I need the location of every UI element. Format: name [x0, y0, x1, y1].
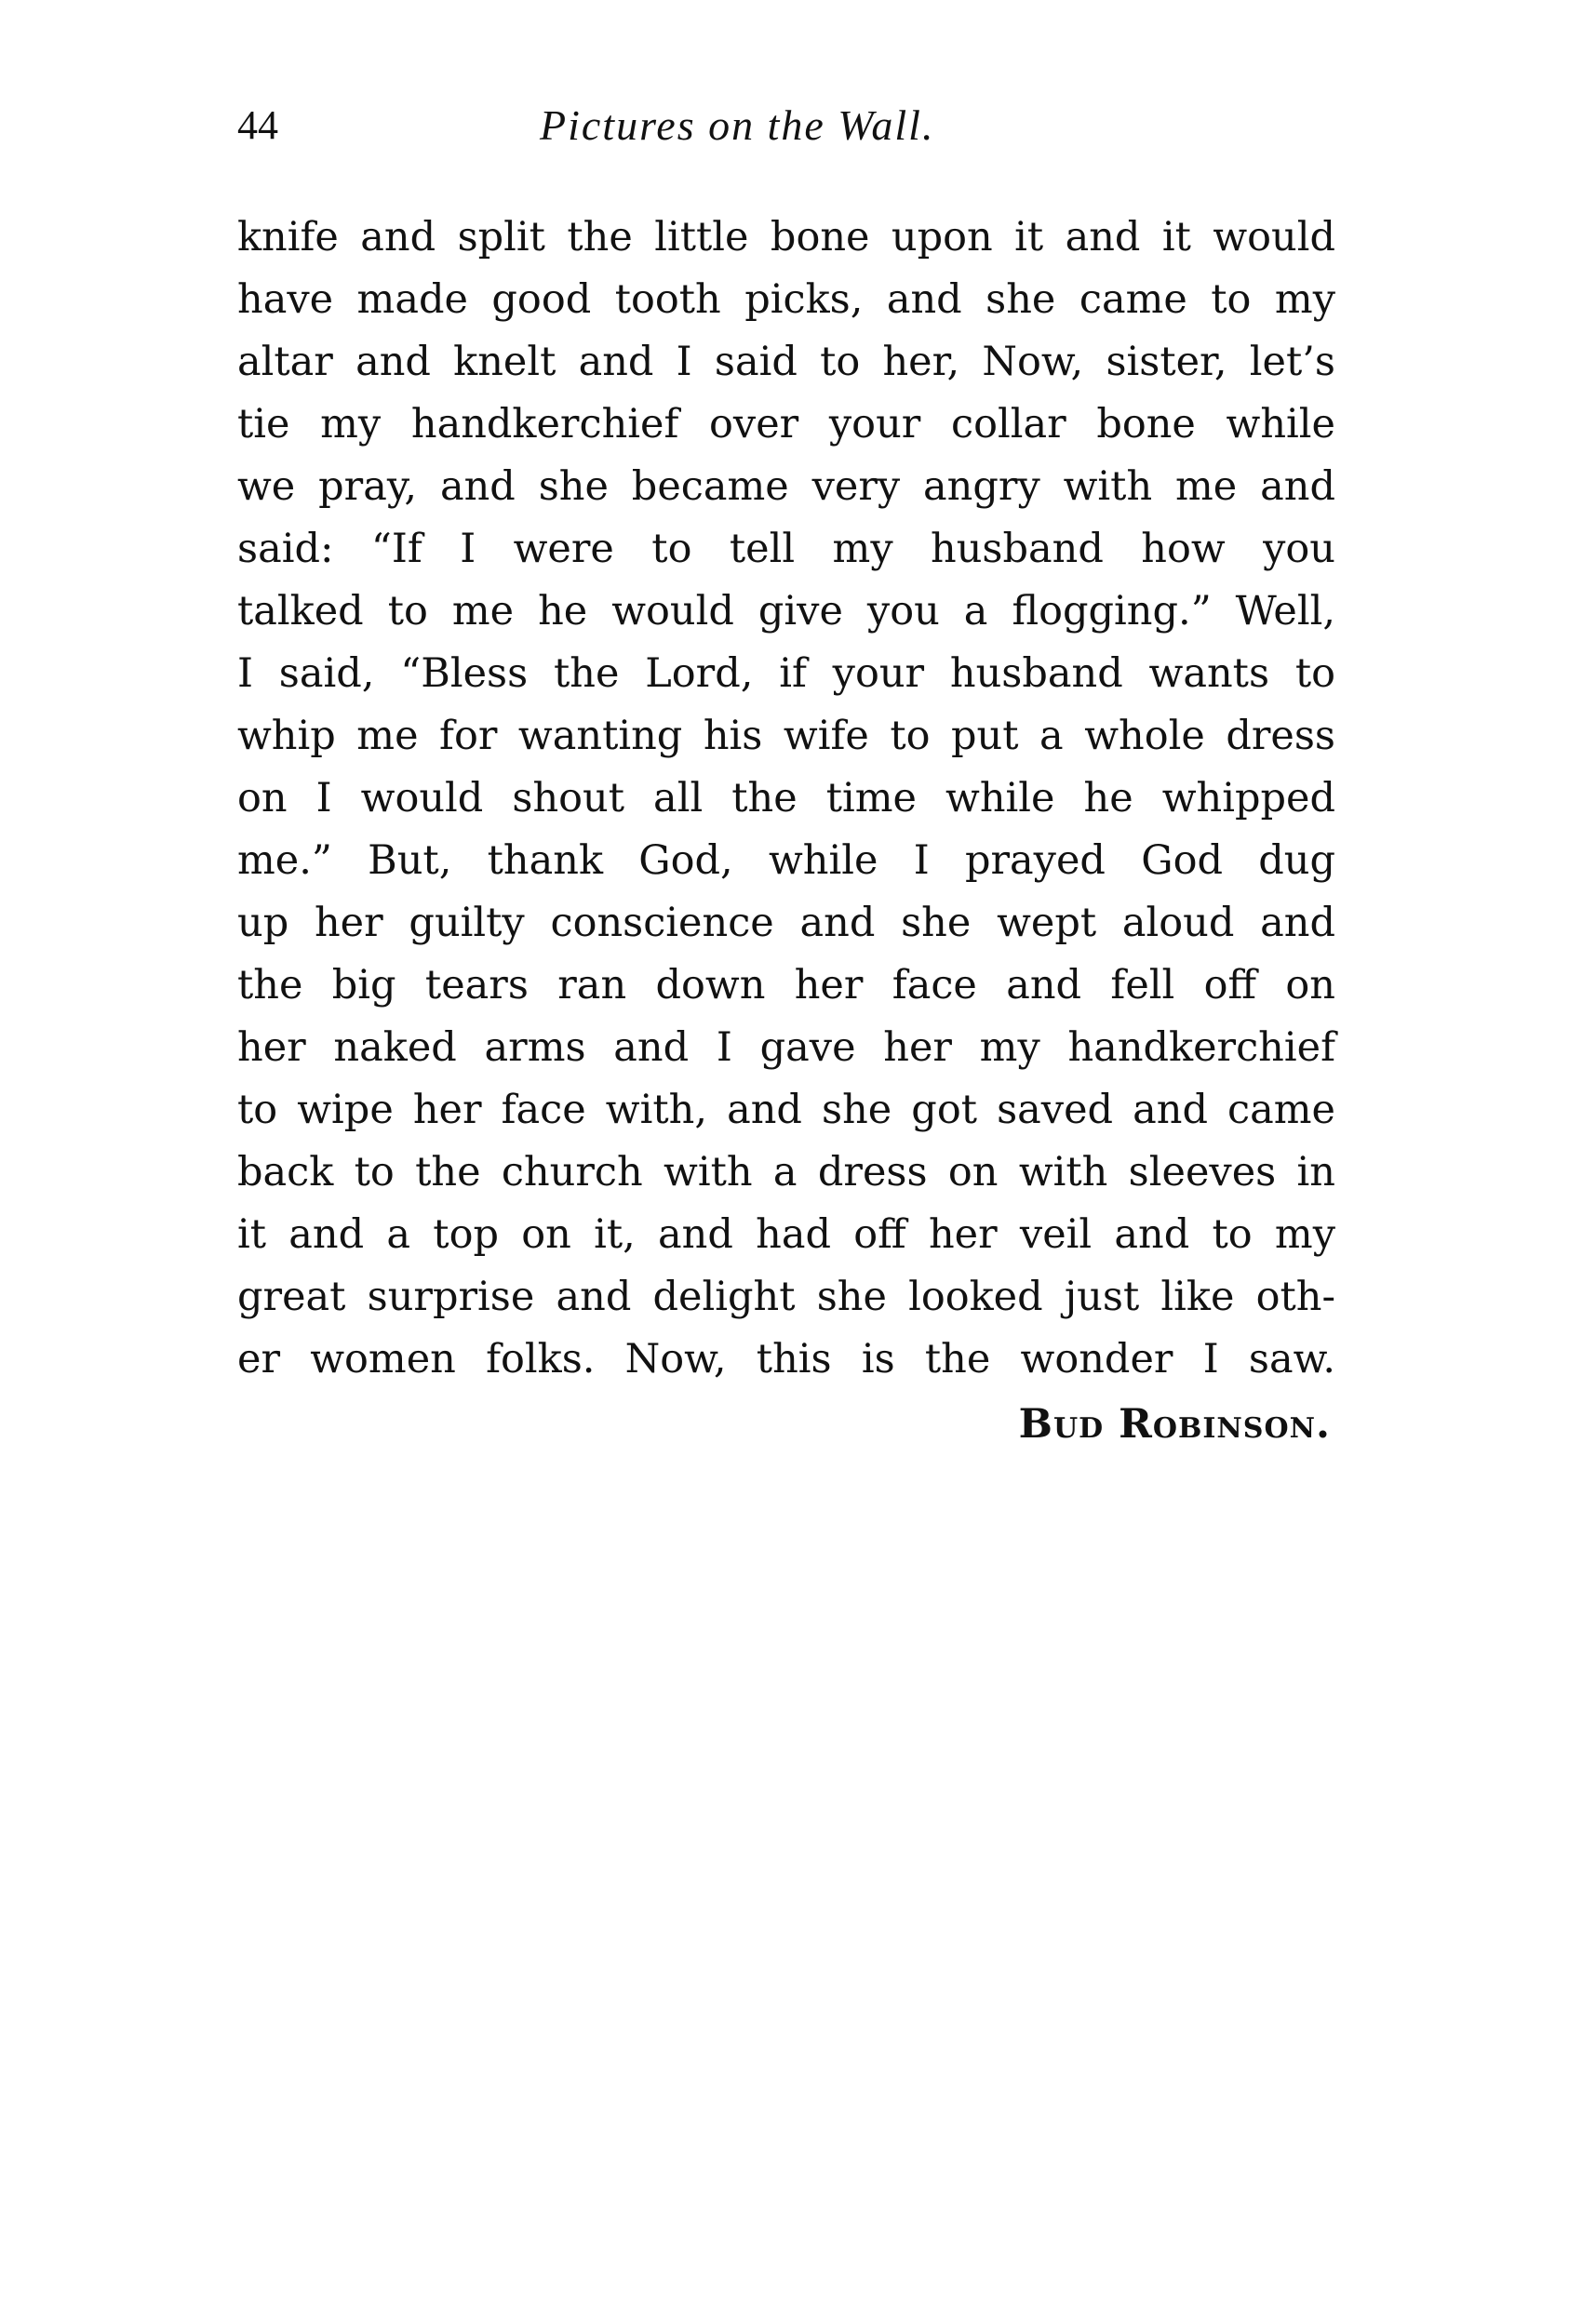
- text-line: the big tears ran down her face and fell off on: [237, 962, 1335, 1008]
- text-line: great surprise and delight she looked just like oth-: [237, 1274, 1335, 1320]
- text-line: I said, “Bless the Lord, if your husband wants to: [237, 650, 1335, 697]
- text-line: altar and knelt and I said to her, Now, sister, let’s: [237, 339, 1335, 385]
- running-title: Pictures on the Wall.: [540, 101, 935, 149]
- text-line: up her guilty conscience and she wept aloud and: [237, 900, 1335, 946]
- text-line: er women folks. Now, this is the wonder I saw.: [237, 1336, 1335, 1382]
- text-line: it and a top on it, and had off her veil and to my: [237, 1211, 1335, 1258]
- page-number: 44: [237, 102, 278, 148]
- text-line: on I would shout all the time while he whipped: [237, 775, 1335, 821]
- body-text: [237, 207, 1335, 1391]
- text-line: tie my handkerchief over your collar bone while: [237, 401, 1335, 447]
- text-line: said: “If I were to tell my husband how you: [237, 526, 1335, 572]
- text-line: talked to me he would give you a flogging.” Well,: [237, 588, 1335, 634]
- text-line: back to the church with a dress on with sleeves in: [237, 1149, 1335, 1195]
- text-line: her naked arms and I gave her my handkerchief: [237, 1024, 1335, 1071]
- text-line: knife and split the little bone upon it and it would: [237, 214, 1335, 260]
- text-line: to wipe her face with, and she got saved and came: [237, 1087, 1335, 1133]
- text-line: we pray, and she became very angry with me and: [237, 463, 1335, 510]
- author-signature: Bud Robinson.: [1018, 1401, 1331, 1448]
- text-line: me.” But, thank God, while I prayed God dug: [237, 837, 1335, 884]
- running-head: [237, 93, 1335, 158]
- text-line: have made good tooth picks, and she came to my: [237, 276, 1335, 323]
- text-line: whip me for wanting his wife to put a whole dress: [237, 713, 1335, 759]
